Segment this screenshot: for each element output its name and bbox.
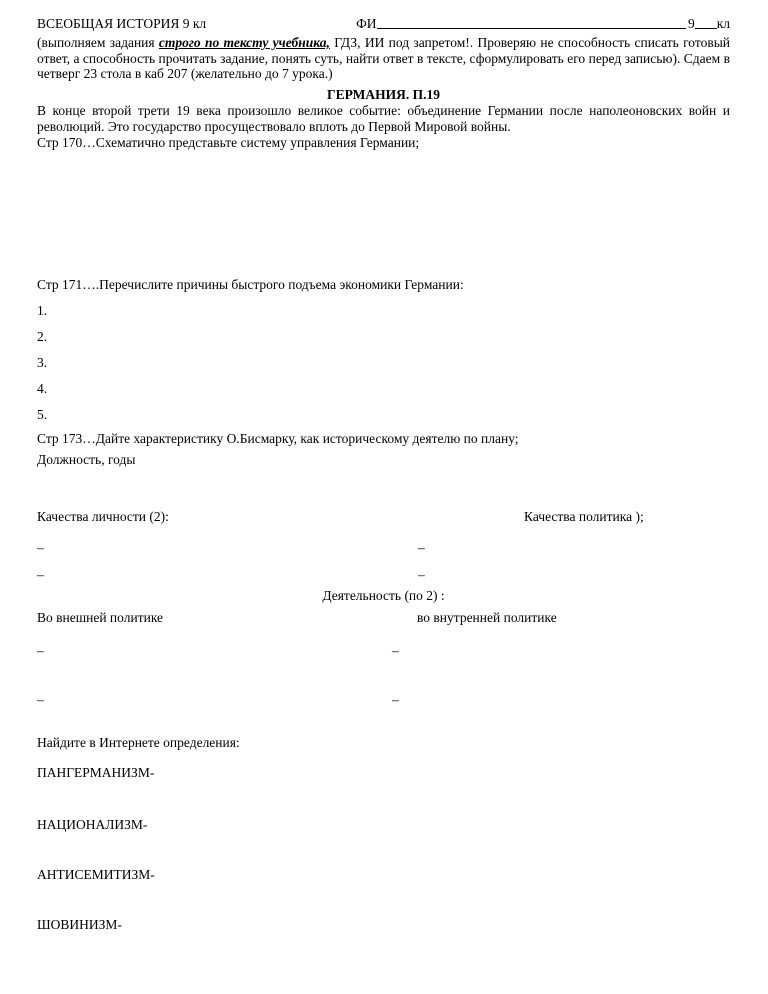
task-p173-line: Стр 173…Дайте характеристику О.Бисмарку, как историческому деятелю по плану; bbox=[37, 430, 519, 446]
term-nationalism: НАЦИОНАЛИЗМ- bbox=[37, 816, 148, 832]
grade-suffix-label: кл bbox=[716, 16, 730, 31]
answer-dash: – bbox=[37, 539, 44, 555]
reason-item-3: 3. bbox=[37, 354, 48, 370]
answer-dash: – bbox=[418, 566, 425, 582]
instructions-paragraph bbox=[37, 35, 730, 82]
instructions-emphasis: строго по тексту учебника, bbox=[158, 35, 330, 50]
answer-dash: – bbox=[392, 642, 399, 658]
task-p171-line: Стр 171….Перечислите причины быстрого подъема экономики Германии: bbox=[37, 276, 464, 292]
answer-dash: – bbox=[418, 539, 425, 555]
lead-paragraph: В конце второй трети 19 века произошло великое событие: объединение Германии после наполеоновских войн и революций. Это государство просуществовало вплоть до Первой Мировой войны. bbox=[37, 102, 730, 134]
personal-qualities-label: Качества личности (2): bbox=[37, 508, 169, 524]
instructions-text-post: ГДЗ, ИИ под запретом!. Проверяю не способность списать готовый ответ, а способность прочитать задание, понять суть, найти ответ в тексте, сформулировать его перед записью). Сдаем в четверг 23 стола в каб 207 (желательно до 7 урока.) bbox=[37, 35, 730, 81]
qualities-answer-row-1 bbox=[37, 540, 730, 556]
answer-dash: – bbox=[392, 691, 399, 707]
policy-answer-row-2 bbox=[37, 692, 730, 708]
course-title: ВСЕОБЩАЯ ИСТОРИЯ 9 кл bbox=[37, 16, 207, 31]
scheme-drawing-area[interactable] bbox=[37, 151, 730, 277]
header-row bbox=[37, 15, 730, 32]
domestic-policy-label: во внутренней политике bbox=[417, 609, 557, 625]
instructions-text-pre: (выполняем задания bbox=[37, 35, 159, 50]
position-years-label: Должность, годы bbox=[37, 451, 136, 467]
internet-task-line: Найдите в Интернете определения: bbox=[37, 734, 240, 750]
reason-item-5: 5. bbox=[37, 406, 48, 422]
reason-item-1: 1. bbox=[37, 302, 48, 318]
policy-row bbox=[37, 610, 730, 626]
term-antisemitism: АНТИСЕМИТИЗМ- bbox=[37, 866, 155, 882]
student-name-label: ФИ bbox=[356, 16, 377, 31]
grade-blank-line[interactable] bbox=[695, 24, 717, 29]
task-p170-line: Стр 170…Схематично представьте систему управления Германии; bbox=[37, 134, 420, 150]
activity-header: Деятельность (по 2) : bbox=[322, 587, 445, 603]
term-chauvinism: ШОВИНИЗМ- bbox=[37, 916, 122, 932]
document-title: ГЕРМАНИЯ. П.19 bbox=[327, 86, 440, 102]
reason-item-2: 2. bbox=[37, 328, 48, 344]
student-name-blank-line[interactable] bbox=[377, 24, 686, 29]
qualities-row bbox=[37, 509, 730, 525]
answer-dash: – bbox=[37, 566, 44, 582]
answer-dash: – bbox=[37, 642, 44, 658]
grade-number: 9 bbox=[687, 16, 695, 31]
politician-qualities-label: Качества политика ); bbox=[524, 508, 644, 524]
policy-answer-row-1 bbox=[37, 643, 730, 659]
foreign-policy-label: Во внешней политике bbox=[37, 609, 164, 625]
qualities-answer-row-2 bbox=[37, 567, 730, 583]
reason-item-4: 4. bbox=[37, 380, 48, 396]
term-pangermanism: ПАНГЕРМАНИЗМ- bbox=[37, 764, 155, 780]
answer-dash: – bbox=[37, 691, 44, 707]
